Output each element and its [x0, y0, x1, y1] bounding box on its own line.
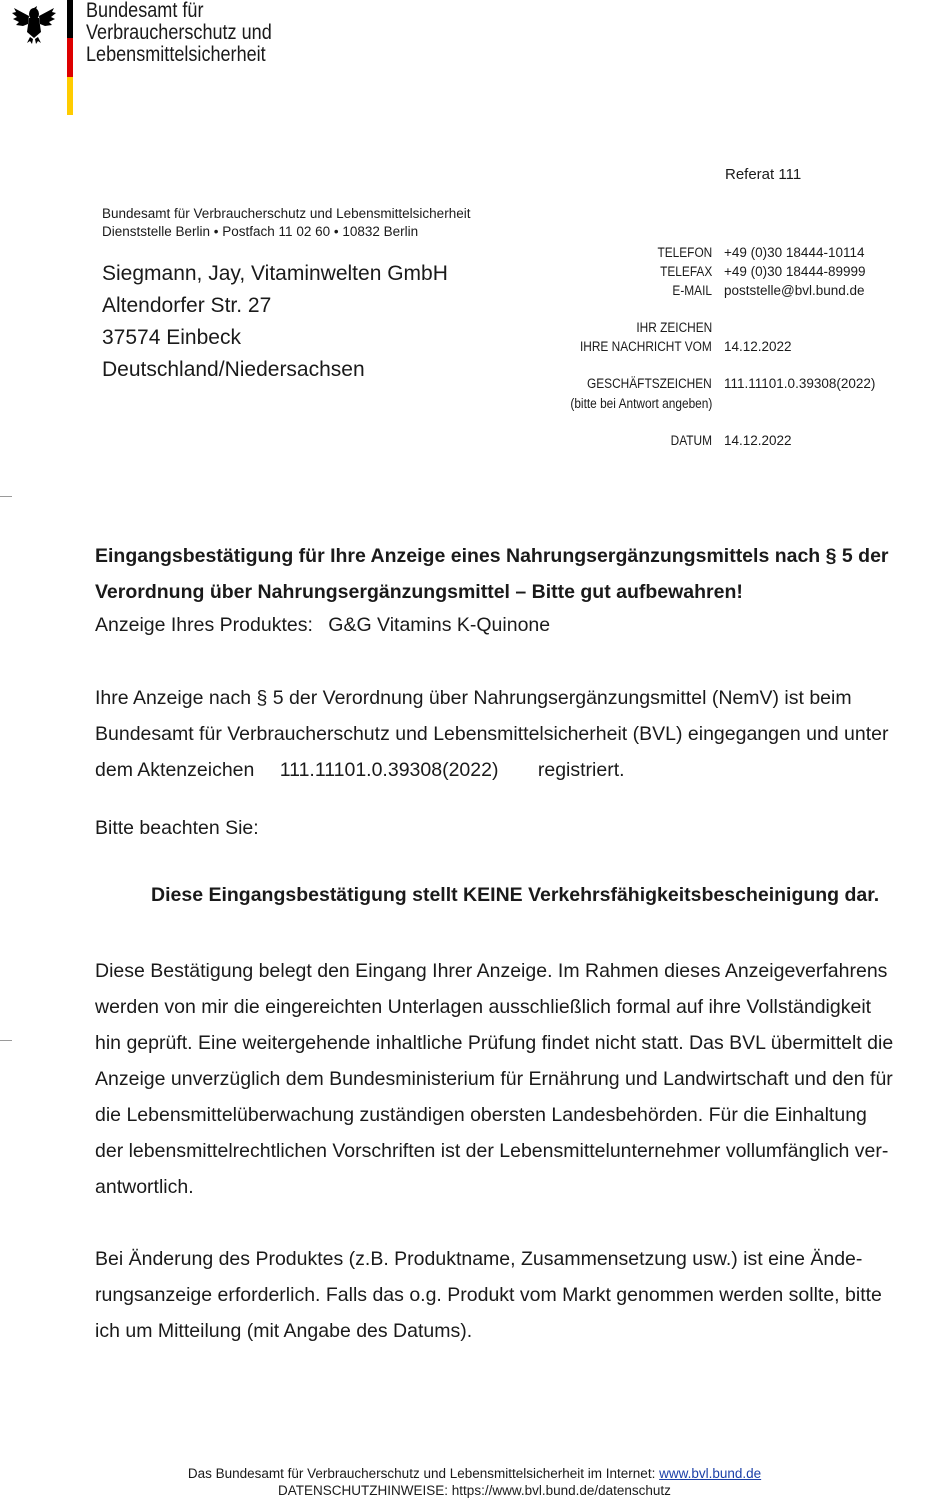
- flag-bar: [67, 0, 73, 115]
- logo-line-2: Verbraucherschutz und: [86, 21, 272, 44]
- recipient-city: 37574 Einbeck: [102, 326, 241, 349]
- email-value: poststelle@bvl.bund.de: [724, 283, 865, 298]
- product-label: Anzeige Ihres Produktes:: [95, 614, 313, 636]
- agency-logo-text: [86, 0, 302, 66]
- paragraph-details: [95, 953, 893, 1205]
- footer: [0, 1465, 949, 1499]
- footer-internet-text: Das Bundesamt für Verbraucherschutz und Lebensmittelsicherheit im Internet:: [187, 1466, 656, 1481]
- p1-aktenzeichen-label: dem Aktenzeichen: [95, 759, 255, 781]
- p4-line-1: Bei Änderung des Produktes (z.B. Produktname, Zusammensetzung usw.) ist eine Ände-: [95, 1248, 863, 1270]
- nachricht-label: IHRE NACHRICHT VOM: [580, 339, 712, 354]
- paragraph-attention: [95, 810, 259, 846]
- fold-mark-top: [0, 496, 12, 497]
- datum-label: DATUM: [670, 433, 712, 448]
- p1-registered: registriert.: [537, 759, 625, 781]
- ihr-zeichen-label: IHR ZEICHEN: [636, 320, 712, 335]
- sender-line-1: Bundesamt für Verbraucherschutz und Lebensmittelsicherheit: [102, 206, 471, 221]
- p1-line-2: Bundesamt für Verbraucherschutz und Lebensmittelsicherheit (BVL) eingegangen und unter: [95, 723, 889, 745]
- flag-stripe-black: [67, 0, 73, 38]
- telefon-label: TELEFON: [657, 245, 712, 260]
- p2-text: Bitte beachten Sie:: [95, 817, 259, 839]
- email-label: E-MAIL: [672, 283, 712, 298]
- paragraph-registration: [95, 680, 889, 788]
- flag-stripe-gold: [67, 77, 73, 115]
- p1-aktenzeichen-value: 111.11101.0.39308(2022): [279, 759, 499, 781]
- telefon-value: +49 (0)30 18444-10114: [724, 245, 865, 260]
- telefax-label: TELEFAX: [659, 264, 712, 279]
- footer-website-link[interactable]: www.bvl.bund.de: [659, 1466, 762, 1481]
- recipient-street: Altendorfer Str. 27: [102, 294, 272, 317]
- p3-line-5: die Lebensmittelüberwachung zuständigen obersten Landesbehörden. Für die Einhaltung: [95, 1104, 867, 1126]
- department-label: Referat 111: [725, 166, 802, 183]
- letter-subject: [95, 538, 889, 610]
- logo-line-1: Bundesamt für: [86, 0, 204, 22]
- recipient-name: Siegmann, Jay, Vitaminwelten GmbH: [102, 262, 448, 285]
- footer-privacy: DATENSCHUTZHINWEISE: https://www.bvl.bund.de/datenschutz: [278, 1483, 671, 1498]
- p3-line-7: antwortlich.: [95, 1176, 194, 1198]
- p3-line-6: der lebensmittelrechtlichen Vorschriften ist der Lebensmittelunternehmer vollumfänglich ver-: [95, 1140, 889, 1162]
- subject-line-1: Eingangsbestätigung für Ihre Anzeige eines Nahrungsergänzungsmittels nach § 5 der: [95, 545, 889, 567]
- fold-mark-middle: [0, 1040, 12, 1041]
- footer-internet-line: [0, 1465, 949, 1482]
- recipient-address: [102, 258, 448, 386]
- p3-line-3: hin geprüft. Eine weitergehende inhaltliche Prüfung findet nicht statt. Das BVL übermittelt die: [95, 1032, 894, 1054]
- p3-line-4: Anzeige unverzüglich dem Bundesministerium für Ernährung und Landwirtschaft und den für: [95, 1068, 893, 1090]
- p1-line-3: [95, 752, 889, 788]
- important-note: Diese Eingangsbestätigung stellt KEINE Verkehrsfähigkeitsbescheinigung dar.: [151, 884, 880, 906]
- datum-value: 14.12.2022: [724, 433, 792, 448]
- p3-line-1: Diese Bestätigung belegt den Eingang Ihrer Anzeige. Im Rahmen dieses Anzeigeverfahrens: [95, 960, 888, 982]
- subject-line-2: Verordnung über Nahrungsergänzungsmittel – Bitte gut aufbewahren!: [95, 581, 743, 603]
- geschaeftszeichen-value: 111.11101.0.39308(2022): [724, 376, 876, 391]
- product-name: G&G Vitamins K-Quinone: [328, 614, 551, 636]
- sender-address: [102, 205, 470, 241]
- geschaeftszeichen-hint: (bitte bei Antwort angeben): [570, 396, 712, 411]
- nachricht-value: 14.12.2022: [724, 339, 792, 354]
- telefax-value: +49 (0)30 18444-89999: [724, 264, 866, 279]
- flag-stripe-red: [67, 38, 73, 76]
- p1-line-1: Ihre Anzeige nach § 5 der Verordnung über Nahrungsergänzungsmittel (NemV) ist beim: [95, 687, 852, 709]
- recipient-region: Deutschland/Niedersachsen: [102, 358, 365, 381]
- p3-line-2: werden von mir die eingereichten Unterlagen ausschließlich formal auf ihre Vollständigkeit: [95, 996, 872, 1018]
- p4-line-3: ich um Mitteilung (mit Angabe des Datums).: [95, 1320, 473, 1342]
- geschaeftszeichen-label: GESCHÄFTSZEICHEN: [587, 376, 712, 391]
- product-line: [95, 610, 550, 640]
- p4-line-2: rungsanzeige erforderlich. Falls das o.g. Produkt vom Markt genommen werden sollte, bitte: [95, 1284, 882, 1306]
- logo-line-3: Lebensmittelsicherheit: [86, 43, 266, 66]
- federal-eagle-icon: [10, 0, 58, 44]
- paragraph-changes: [95, 1241, 882, 1349]
- sender-line-2: Dienststelle Berlin • Postfach 11 02 60 • 10832 Berlin: [102, 224, 419, 239]
